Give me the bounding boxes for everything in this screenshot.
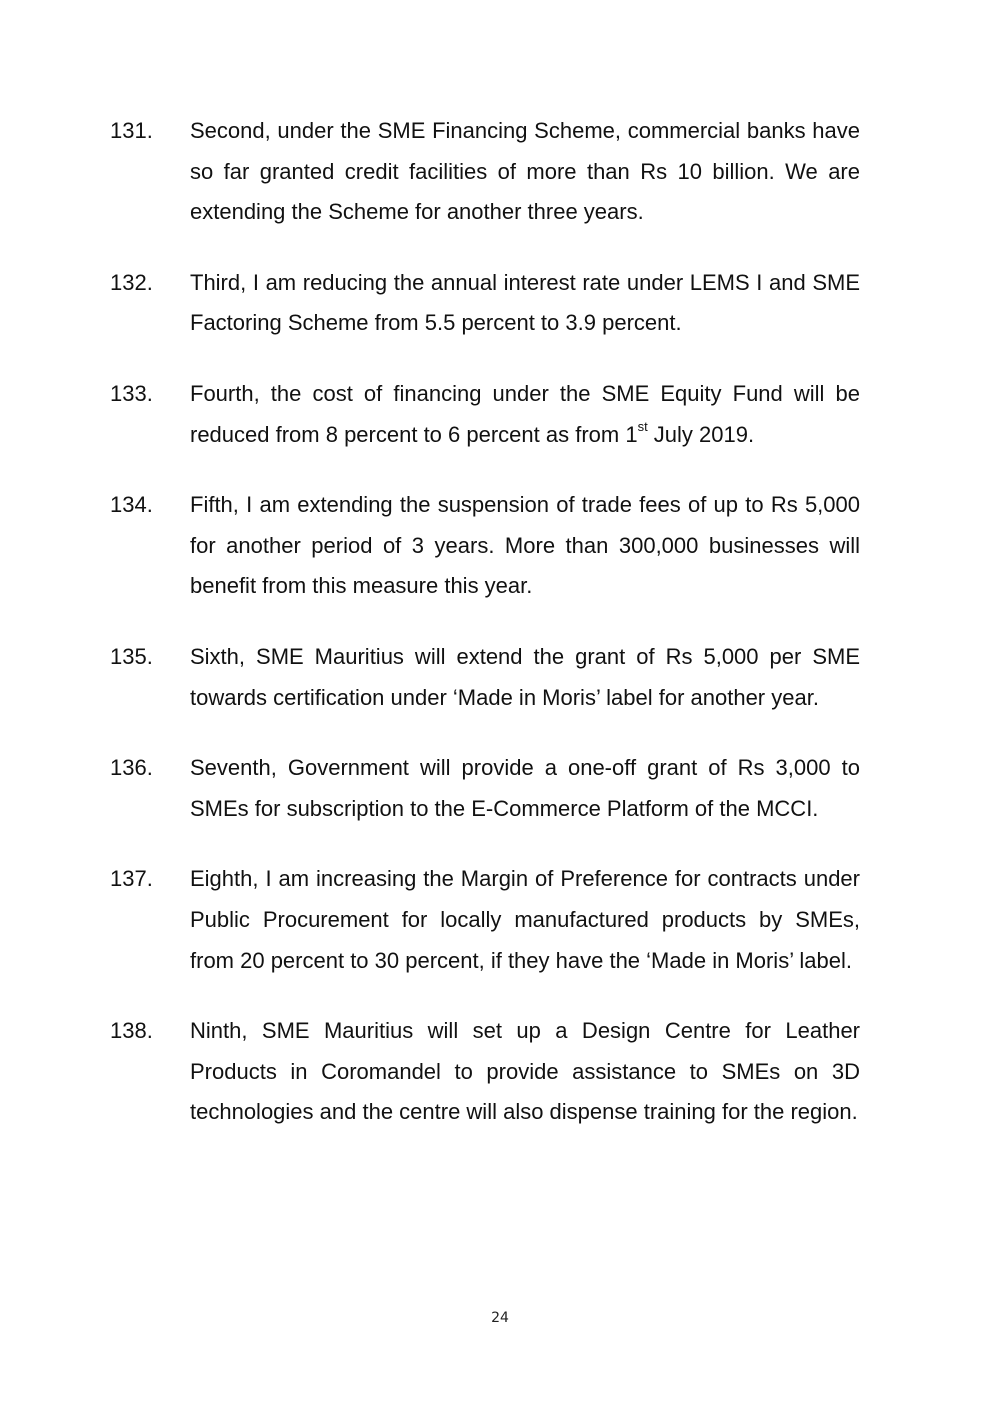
paragraph-number: 137. — [110, 866, 153, 892]
ordinal-superscript: st — [637, 419, 648, 435]
paragraph-131 — [110, 111, 860, 233]
paragraph-number: 133. — [110, 380, 153, 406]
paragraph-text-after-superscript: July 2019. — [647, 421, 755, 447]
paragraph-text: Third, I am reducing the annual interest rate under LEMS I and SME Factoring Scheme from 5.5 percent to 3.9 percent. — [190, 269, 860, 336]
paragraph-135 — [110, 637, 860, 718]
paragraph-134 — [110, 485, 860, 607]
page-number: 24 — [491, 1310, 509, 1326]
paragraph-number: 135. — [110, 643, 153, 669]
paragraph-text — [190, 374, 860, 455]
document-body — [110, 111, 860, 1163]
paragraph-text: Eighth, I am increasing the Margin of Preference for contracts under Public Procurement for locally manufactured products by SMEs, from 20 percent to 30 percent, if they have the ‘Made in Moris’ label. — [190, 866, 860, 973]
paragraph-132 — [110, 263, 860, 344]
paragraph-number: 138. — [110, 1018, 153, 1044]
paragraph-number: 132. — [110, 269, 153, 295]
paragraph-136 — [110, 748, 860, 829]
paragraph-text: Ninth, SME Mauritius will set up a Design Centre for Leather Products in Coromandel to provide assistance to SMEs on 3D technologies and the centre will also dispense training for the region. — [190, 1018, 860, 1125]
paragraph-133 — [110, 374, 860, 455]
paragraph-138 — [110, 1011, 860, 1133]
paragraph-number: 131. — [110, 118, 153, 143]
paragraph-text-before-superscript: Fourth, the cost of financing under the SME Equity Fund will be reduced from 8 percent to 6 percent as from 1 — [190, 380, 860, 447]
paragraph-text: Sixth, SME Mauritius will extend the grant of Rs 5,000 per SME towards certification under ‘Made in Moris’ label for another year. — [190, 643, 860, 710]
paragraph-number: 136. — [110, 755, 153, 781]
paragraph-number: 134. — [110, 492, 153, 518]
paragraph-137 — [110, 859, 860, 981]
paragraph-text: Seventh, Government will provide a one-off grant of Rs 3,000 to SMEs for subscription to the E-Commerce Platform of the MCCI. — [190, 755, 860, 821]
paragraph-text: Second, under the SME Financing Scheme, commercial banks have so far granted credit facilities of more than Rs 10 billion. We are extending the Scheme for another three years. — [190, 118, 860, 225]
paragraph-text: Fifth, I am extending the suspension of trade fees of up to Rs 5,000 for another period of 3 years. More than 300,000 businesses will benefit from this measure this year. — [190, 492, 860, 599]
